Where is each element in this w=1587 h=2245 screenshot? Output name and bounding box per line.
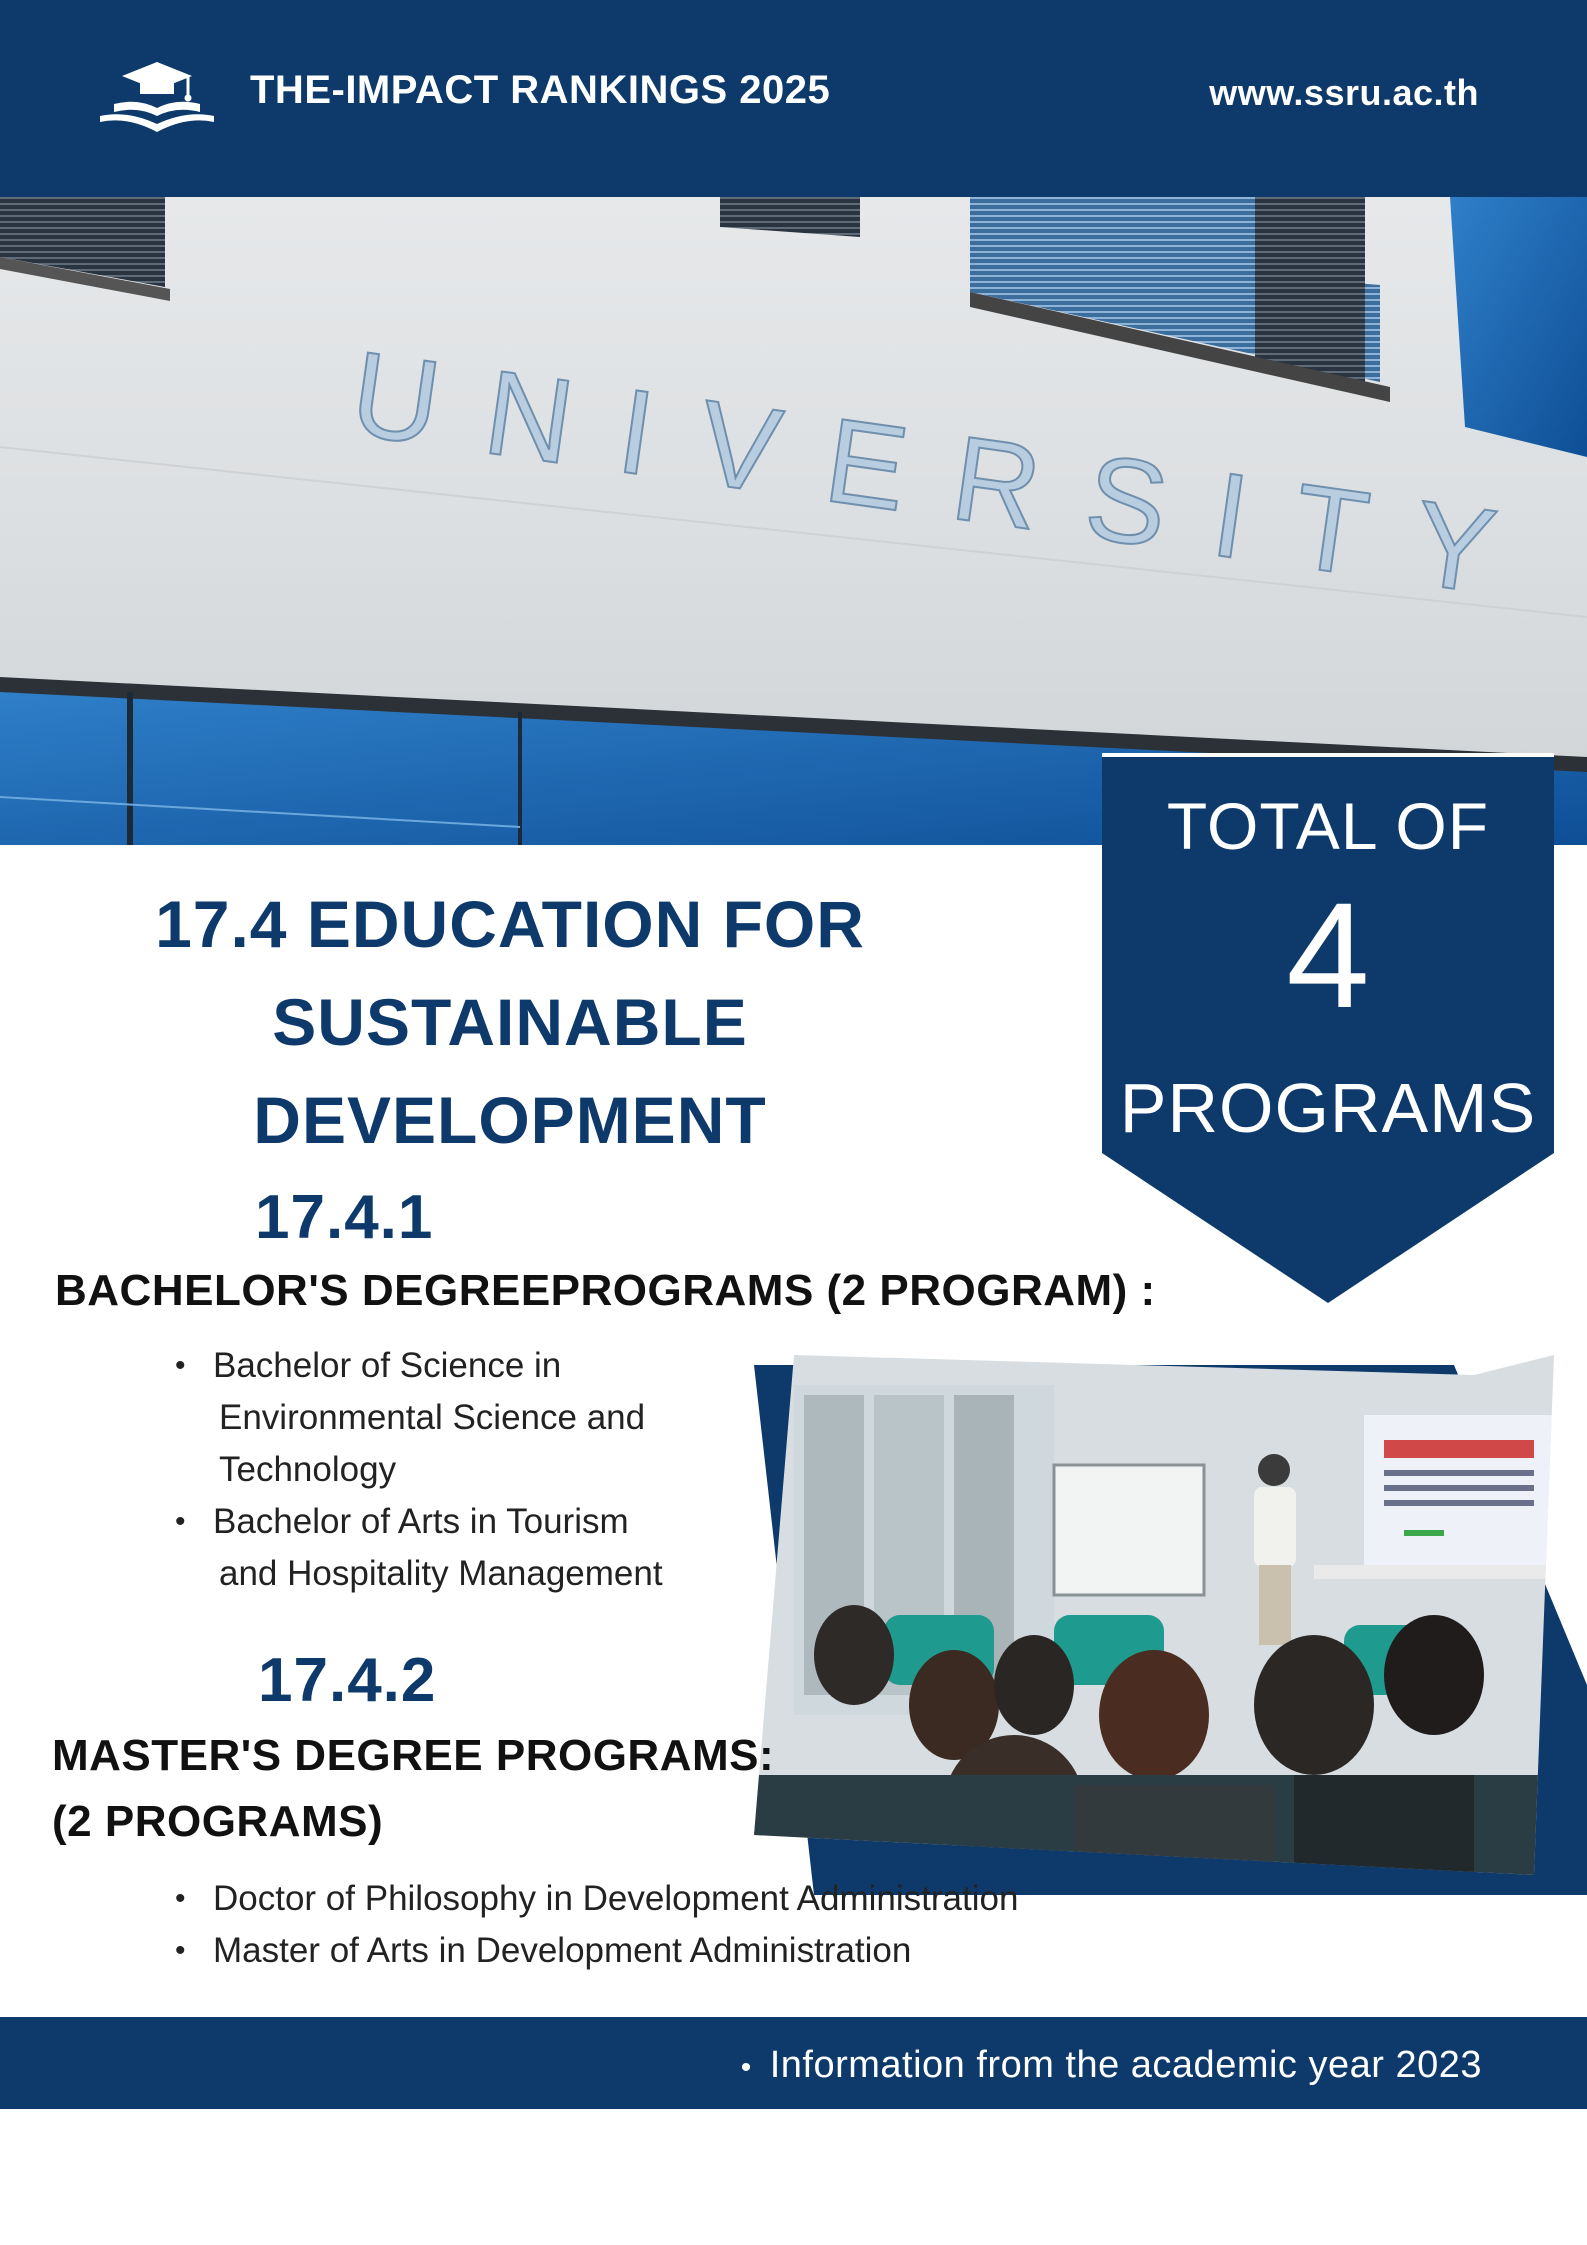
list-item-line: Environmental Science and — [219, 1398, 646, 1437]
list-item — [175, 1496, 735, 1600]
list-item-line: Technology — [219, 1450, 397, 1489]
header-bar — [0, 0, 1587, 197]
subsection-number-1742: 17.4.2 — [258, 1646, 437, 1715]
section-title-line: DEVELOPMENT — [253, 1083, 767, 1157]
hero-sign-text: UNIVERSITY — [343, 326, 1551, 626]
footer-note: • Information from the academic year 2023 — [741, 2044, 1482, 2087]
list-item: • Master of Arts in Development Administration — [175, 1925, 1275, 1977]
subsection-number-1741: 17.4.1 — [255, 1183, 434, 1252]
list-item-line: • Bachelor of Arts in Tourism — [213, 1502, 629, 1541]
badge-programs: PROGRAMS — [1119, 1069, 1537, 1147]
master-heading-line: (2 PROGRAMS) — [52, 1797, 384, 1846]
header-title: THE-IMPACT RANKINGS 2025 — [250, 68, 831, 112]
bachelor-program-list — [175, 1340, 735, 1600]
badge-number: 4 — [1286, 871, 1370, 1039]
section-title-line: SUSTAINABLE — [272, 985, 748, 1059]
bachelor-heading: BACHELOR'S DEGREEPROGRAMS (2 PROGRAM) : — [55, 1266, 1156, 1315]
badge-total-of: TOTAL OF — [1166, 789, 1490, 863]
classroom-photo — [754, 1355, 1587, 1895]
graduation-cap-book-icon — [92, 58, 222, 136]
section-title-line: 17.4 EDUCATION FOR — [155, 887, 865, 961]
master-heading — [52, 1723, 774, 1855]
master-heading-line: MASTER'S DEGREE PROGRAMS: — [52, 1731, 775, 1780]
hero-photo-university-building — [0, 197, 1587, 845]
list-item — [175, 1340, 735, 1496]
section-title — [70, 875, 950, 1169]
list-item-line: and Hospitality Management — [219, 1554, 663, 1593]
list-item: • Doctor of Philosophy in Development Administration — [175, 1873, 1275, 1925]
list-item-line: • Bachelor of Science in — [213, 1346, 562, 1385]
website-link[interactable]: www.ssru.ac.th — [1209, 72, 1479, 113]
master-program-list — [175, 1873, 1275, 1977]
